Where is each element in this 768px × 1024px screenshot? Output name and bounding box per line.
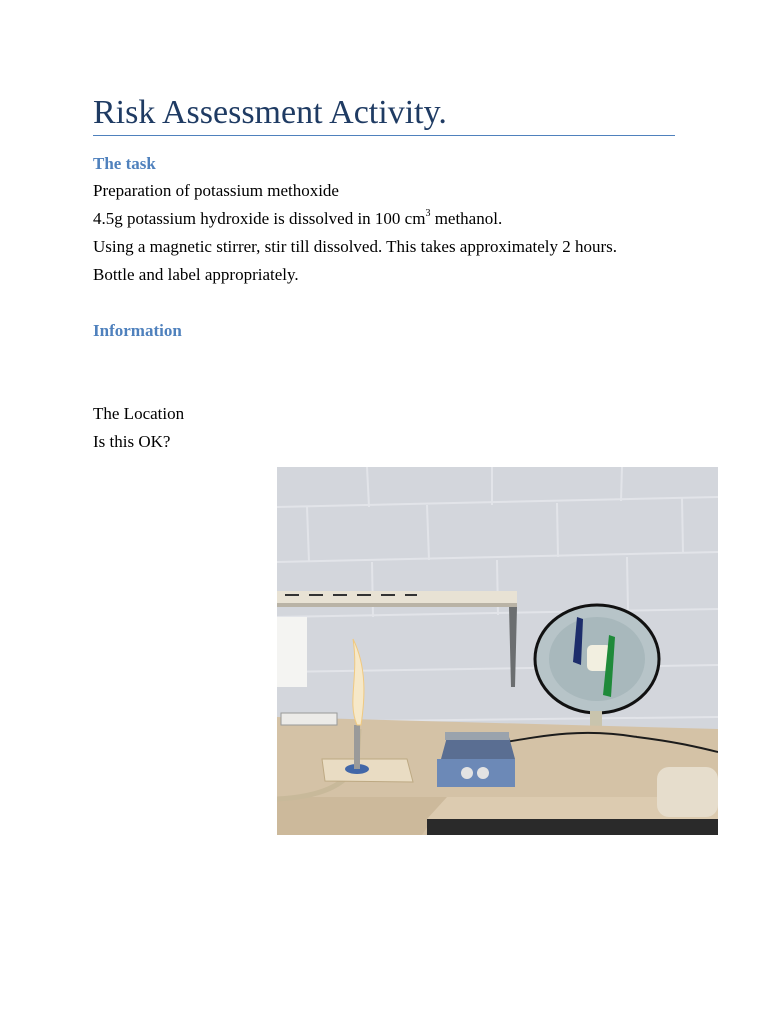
task-line-3: Using a magnetic stirrer, stir till dissolved. This takes approximately 2 hours. <box>93 237 618 256</box>
lab-bench-photo <box>277 467 718 835</box>
document-title: Risk Assessment Activity. <box>93 94 447 131</box>
lab-photo-illustration <box>277 467 718 835</box>
task-line-2-text: 4.5g potassium hydroxide is dissolved in 100 cm <box>93 209 426 228</box>
information-heading: Information <box>93 321 182 340</box>
task-line-1: Preparation of potassium methoxide <box>93 181 339 200</box>
task-line-2-tail: methanol. <box>430 209 503 228</box>
title-underline <box>93 135 675 136</box>
task-line-4: Bottle and label appropriately. <box>93 265 299 284</box>
location-question: Is this OK? <box>93 432 171 451</box>
task-line-2 <box>93 208 502 230</box>
superscript-3: 3 <box>425 208 431 220</box>
location-label: The Location <box>93 404 185 423</box>
task-heading: The task <box>93 154 156 173</box>
